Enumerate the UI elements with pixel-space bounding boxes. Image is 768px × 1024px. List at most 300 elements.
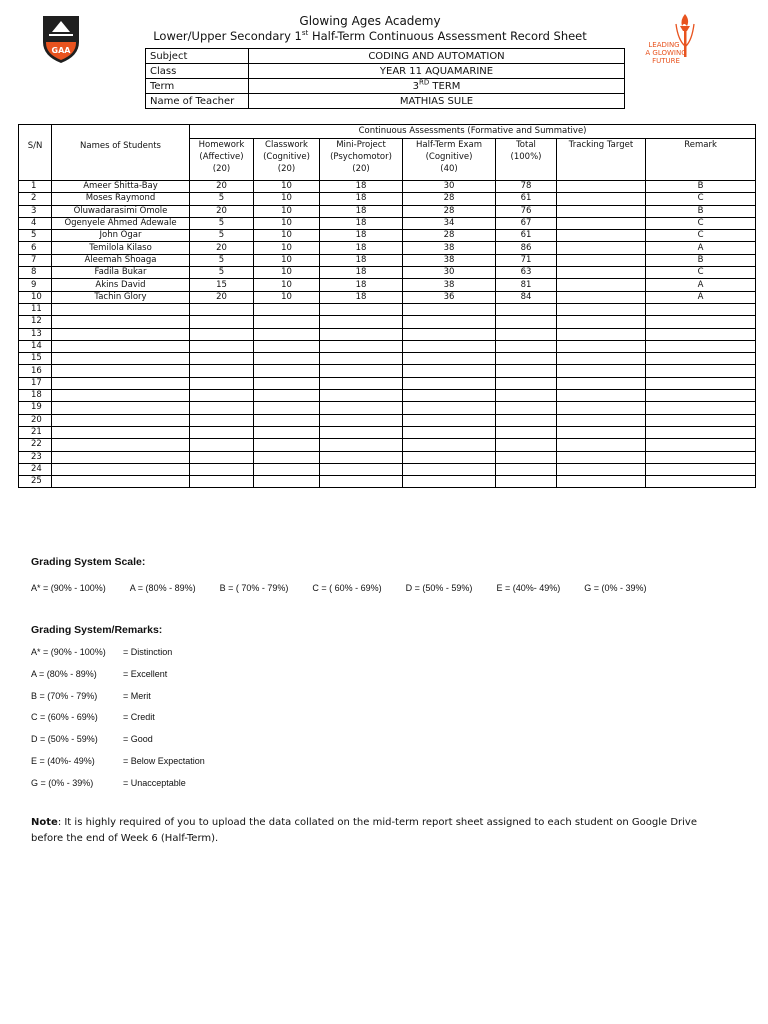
- cell-mp: 18: [320, 267, 403, 279]
- cell-name: Temilola Kilaso: [52, 242, 190, 254]
- cell-exam: [403, 426, 496, 438]
- cell-mp: 18: [320, 205, 403, 217]
- cell-mp: [320, 402, 403, 414]
- term-value: 3RD TERM: [249, 79, 625, 94]
- cell-name: [52, 439, 190, 451]
- cell-mp: [320, 328, 403, 340]
- grading-scale-title: Grading System Scale:: [31, 556, 146, 568]
- cell-cw: [254, 463, 320, 475]
- cell-name: [52, 390, 190, 402]
- table-row: [19, 242, 756, 254]
- cell-remark: [646, 414, 756, 426]
- table-row: [19, 390, 756, 402]
- cell-cw: 10: [254, 279, 320, 291]
- teacher-label: Name of Teacher: [146, 94, 249, 109]
- cell-exam: [403, 377, 496, 389]
- cell-mp: [320, 426, 403, 438]
- subject-label: Subject: [146, 49, 249, 64]
- cell-target: [557, 217, 646, 229]
- cell-mp: [320, 463, 403, 475]
- grade-remark-row: [31, 691, 205, 713]
- cell-sn: 10: [19, 291, 52, 303]
- class-value: YEAR 11 AQUAMARINE: [249, 64, 625, 79]
- cell-sn: 7: [19, 254, 52, 266]
- grade-range: G = (0% - 39%): [31, 777, 94, 788]
- cell-name: [52, 377, 190, 389]
- col-header-line3: (20): [212, 164, 231, 174]
- cell-cw: 10: [254, 205, 320, 217]
- col-header-line1: Tracking Target: [568, 140, 634, 150]
- cell-hw: 20: [190, 242, 254, 254]
- cell-cw: 10: [254, 242, 320, 254]
- grade-meaning: = Credit: [123, 712, 155, 723]
- cell-cw: [254, 328, 320, 340]
- cell-total: [496, 463, 557, 475]
- cell-exam: 34: [403, 217, 496, 229]
- col-header-line2: (Cognitive): [263, 152, 310, 162]
- cell-cw: [254, 426, 320, 438]
- cell-cw: 10: [254, 291, 320, 303]
- cell-mp: 18: [320, 291, 403, 303]
- grade-range: A* = (90% - 100%): [31, 647, 106, 657]
- cell-target: [557, 291, 646, 303]
- cell-exam: [403, 353, 496, 365]
- cell-target: [557, 463, 646, 475]
- cell-name: [52, 402, 190, 414]
- cell-mp: 18: [320, 279, 403, 291]
- col-header-0: [190, 139, 254, 181]
- cell-hw: 20: [190, 291, 254, 303]
- grade-remark-row: [31, 756, 205, 778]
- cell-target: [557, 316, 646, 328]
- table-row: [19, 193, 756, 205]
- cell-exam: [403, 463, 496, 475]
- cell-hw: 5: [190, 193, 254, 205]
- cell-name: [52, 476, 190, 488]
- cell-hw: [190, 439, 254, 451]
- cell-hw: [190, 414, 254, 426]
- cell-mp: 18: [320, 217, 403, 229]
- cell-mp: [320, 476, 403, 488]
- cell-name: [52, 463, 190, 475]
- table-row: [19, 463, 756, 475]
- info-table: [145, 48, 625, 109]
- cell-remark: C: [646, 230, 756, 242]
- cell-remark: B: [646, 205, 756, 217]
- cell-name: Ogenyele Ahmed Adewale: [52, 217, 190, 229]
- cell-target: [557, 451, 646, 463]
- assessment-table: [18, 124, 756, 488]
- cell-sn: 3: [19, 205, 52, 217]
- cell-hw: 5: [190, 217, 254, 229]
- cell-remark: [646, 328, 756, 340]
- cell-target: [557, 193, 646, 205]
- cell-remark: [646, 476, 756, 488]
- table-row: [19, 267, 756, 279]
- cell-sn: 5: [19, 230, 52, 242]
- cell-hw: [190, 426, 254, 438]
- cell-hw: [190, 328, 254, 340]
- cell-remark: [646, 426, 756, 438]
- cell-remark: A: [646, 291, 756, 303]
- cell-cw: [254, 402, 320, 414]
- cell-sn: 12: [19, 316, 52, 328]
- grade-range: D = (50% - 59%): [31, 734, 98, 745]
- cell-sn: 22: [19, 439, 52, 451]
- col-header-line2: (Cognitive): [425, 152, 473, 162]
- cell-hw: [190, 316, 254, 328]
- col-header-4: [496, 139, 557, 181]
- cell-cw: 10: [254, 230, 320, 242]
- col-header-line1: Total: [516, 140, 536, 150]
- cell-total: [496, 426, 557, 438]
- cell-target: [557, 476, 646, 488]
- tagline-line-2: A GLOWING: [645, 49, 687, 57]
- cell-total: 61: [496, 193, 557, 205]
- cell-total: 76: [496, 205, 557, 217]
- cell-exam: 30: [403, 181, 496, 193]
- cell-mp: [320, 340, 403, 352]
- cell-hw: 20: [190, 205, 254, 217]
- cell-sn: 14: [19, 340, 52, 352]
- tagline-logo: [642, 10, 716, 72]
- cell-name: Aleemah Shoaga: [52, 254, 190, 266]
- cell-mp: [320, 451, 403, 463]
- school-name: Glowing Ages Academy: [299, 14, 441, 28]
- grade-scale-item: C = ( 60% - 69%): [312, 583, 382, 593]
- cell-total: [496, 353, 557, 365]
- grade-scale-item: B = ( 70% - 79%): [219, 583, 289, 593]
- table-row: [19, 303, 756, 315]
- cell-target: [557, 414, 646, 426]
- grade-range: E = (40%- 49%): [31, 755, 95, 766]
- cell-target: [557, 303, 646, 315]
- school-logo: [41, 12, 81, 64]
- cell-sn: 20: [19, 414, 52, 426]
- cell-name: [52, 365, 190, 377]
- grade-range: B = (70% - 79%): [31, 690, 98, 701]
- grade-meaning: = Merit: [123, 690, 151, 701]
- cell-cw: [254, 303, 320, 315]
- note-paragraph: [31, 815, 731, 847]
- cell-sn: 2: [19, 193, 52, 205]
- col-header-line1: Homework: [198, 140, 245, 150]
- col-header-5: [557, 139, 646, 181]
- cell-target: [557, 230, 646, 242]
- info-row-term: [146, 79, 625, 94]
- cell-name: Fadila Bukar: [52, 267, 190, 279]
- grade-meaning: = Excellent: [123, 668, 168, 679]
- cell-mp: 18: [320, 242, 403, 254]
- grade-remark-row: [31, 712, 205, 734]
- cell-total: [496, 316, 557, 328]
- table-row: [19, 414, 756, 426]
- cell-name: Ameer Shitta-Bay: [52, 181, 190, 193]
- table-row: [19, 365, 756, 377]
- cell-exam: [403, 316, 496, 328]
- cell-mp: 18: [320, 193, 403, 205]
- cell-cw: [254, 390, 320, 402]
- table-row: [19, 291, 756, 303]
- cell-hw: [190, 476, 254, 488]
- cell-name: John Ogar: [52, 230, 190, 242]
- cell-mp: [320, 439, 403, 451]
- grade-range: A = (80% - 89%): [31, 668, 97, 679]
- cell-sn: 4: [19, 217, 52, 229]
- cell-target: [557, 254, 646, 266]
- grading-scale-section: [31, 556, 751, 593]
- cell-exam: [403, 439, 496, 451]
- cell-mp: [320, 316, 403, 328]
- col-header-line1: Classwork: [265, 140, 308, 150]
- cell-name: [52, 303, 190, 315]
- cell-hw: 5: [190, 230, 254, 242]
- shield-icon: [41, 12, 81, 64]
- cell-sn: 13: [19, 328, 52, 340]
- cell-sn: 11: [19, 303, 52, 315]
- cell-mp: [320, 365, 403, 377]
- cell-hw: [190, 451, 254, 463]
- grade-range: C = (60% - 69%): [31, 712, 98, 723]
- cell-target: [557, 390, 646, 402]
- table-row: [19, 340, 756, 352]
- cell-exam: 38: [403, 279, 496, 291]
- cell-exam: [403, 402, 496, 414]
- table-row: [19, 181, 756, 193]
- grade-meaning: = Distinction: [123, 647, 173, 657]
- cell-total: [496, 414, 557, 426]
- cell-mp: 18: [320, 254, 403, 266]
- sheet-subtitle: Lower/Upper Secondary 1st Half-Term Continuous Assessment Record Sheet: [153, 29, 587, 43]
- cell-total: [496, 451, 557, 463]
- grading-scale-list: [31, 583, 751, 593]
- grade-remark-row: [31, 778, 205, 800]
- col-header-line1: Remark: [684, 140, 717, 150]
- grade-scale-item: E = (40%- 49%): [496, 583, 561, 593]
- subject-value: CODING AND AUTOMATION: [249, 49, 625, 64]
- cell-target: [557, 365, 646, 377]
- cell-total: [496, 439, 557, 451]
- tagline-line-1: LEADING: [648, 41, 680, 49]
- col-header-2: [320, 139, 403, 181]
- cell-sn: 6: [19, 242, 52, 254]
- cell-name: [52, 414, 190, 426]
- grade-scale-item: D = (50% - 59%): [405, 583, 473, 593]
- col-header-line3: (20): [352, 164, 370, 174]
- col-header-names: Names of Students: [52, 125, 190, 181]
- cell-hw: [190, 353, 254, 365]
- grade-scale-item: A* = (90% - 100%): [31, 583, 106, 593]
- cell-remark: C: [646, 193, 756, 205]
- table-row: [19, 439, 756, 451]
- col-header-line3: (40): [440, 164, 458, 174]
- cell-name: [52, 353, 190, 365]
- grading-remarks-list: [31, 647, 205, 800]
- cell-remark: [646, 365, 756, 377]
- cell-cw: [254, 476, 320, 488]
- cell-sn: 17: [19, 377, 52, 389]
- cell-exam: 28: [403, 193, 496, 205]
- cell-remark: A: [646, 279, 756, 291]
- cell-hw: 15: [190, 279, 254, 291]
- logo-text: GAA: [51, 46, 71, 55]
- col-header-sn: S/N: [19, 125, 52, 181]
- cell-target: [557, 242, 646, 254]
- cell-exam: 30: [403, 267, 496, 279]
- cell-target: [557, 439, 646, 451]
- cell-name: [52, 340, 190, 352]
- cell-total: 67: [496, 217, 557, 229]
- cell-total: [496, 303, 557, 315]
- cell-mp: [320, 353, 403, 365]
- cell-cw: 10: [254, 217, 320, 229]
- table-row: [19, 205, 756, 217]
- cell-sn: 15: [19, 353, 52, 365]
- cell-name: [52, 328, 190, 340]
- cell-remark: B: [646, 254, 756, 266]
- document-title: [140, 14, 600, 44]
- table-row: [19, 254, 756, 266]
- cell-exam: [403, 451, 496, 463]
- col-header-line2: (100%): [510, 152, 542, 162]
- cell-total: 63: [496, 267, 557, 279]
- cell-exam: 38: [403, 242, 496, 254]
- cell-sn: 23: [19, 451, 52, 463]
- table-row: [19, 316, 756, 328]
- cell-sn: 18: [19, 390, 52, 402]
- cell-exam: [403, 414, 496, 426]
- cell-remark: B: [646, 181, 756, 193]
- cell-cw: [254, 340, 320, 352]
- teacher-value: MATHIAS SULE: [249, 94, 625, 109]
- cell-sn: 8: [19, 267, 52, 279]
- cell-remark: [646, 451, 756, 463]
- cell-exam: [403, 476, 496, 488]
- cell-hw: [190, 377, 254, 389]
- cell-total: 78: [496, 181, 557, 193]
- cell-total: 71: [496, 254, 557, 266]
- table-row: [19, 217, 756, 229]
- cell-name: Moses Raymond: [52, 193, 190, 205]
- cell-cw: [254, 377, 320, 389]
- cell-exam: 28: [403, 205, 496, 217]
- cell-mp: 18: [320, 181, 403, 193]
- cell-sn: 24: [19, 463, 52, 475]
- cell-hw: 20: [190, 181, 254, 193]
- cell-cw: [254, 316, 320, 328]
- col-header-group: Continuous Assessments (Formative and Summative): [190, 125, 756, 139]
- cell-target: [557, 181, 646, 193]
- cell-total: [496, 377, 557, 389]
- cell-cw: [254, 414, 320, 426]
- cell-exam: 36: [403, 291, 496, 303]
- table-row: [19, 353, 756, 365]
- cell-remark: [646, 439, 756, 451]
- grading-remarks-title: Grading System/Remarks:: [31, 624, 163, 636]
- cell-sn: 21: [19, 426, 52, 438]
- cell-name: Akins David: [52, 279, 190, 291]
- cell-sn: 1: [19, 181, 52, 193]
- grade-remark-row: [31, 734, 205, 756]
- table-row: [19, 328, 756, 340]
- info-row-subject: [146, 49, 625, 64]
- tagline-line-3: FUTURE: [652, 57, 680, 65]
- cell-total: [496, 340, 557, 352]
- cell-name: [52, 316, 190, 328]
- cell-exam: [403, 340, 496, 352]
- cell-cw: [254, 439, 320, 451]
- cell-target: [557, 328, 646, 340]
- cell-remark: [646, 353, 756, 365]
- cell-exam: 38: [403, 254, 496, 266]
- cell-target: [557, 267, 646, 279]
- cell-total: [496, 402, 557, 414]
- info-row-teacher: [146, 94, 625, 109]
- cell-mp: [320, 390, 403, 402]
- cell-hw: 5: [190, 254, 254, 266]
- cell-hw: [190, 390, 254, 402]
- cell-remark: [646, 377, 756, 389]
- cell-mp: 18: [320, 230, 403, 242]
- cell-remark: [646, 463, 756, 475]
- cell-name: [52, 426, 190, 438]
- cell-total: 86: [496, 242, 557, 254]
- cell-mp: [320, 377, 403, 389]
- cell-name: Oluwadarasimi Omole: [52, 205, 190, 217]
- cell-mp: [320, 414, 403, 426]
- cell-total: 84: [496, 291, 557, 303]
- cell-exam: [403, 303, 496, 315]
- cell-remark: [646, 340, 756, 352]
- cell-cw: 10: [254, 193, 320, 205]
- cell-target: [557, 340, 646, 352]
- cell-sn: 9: [19, 279, 52, 291]
- cell-remark: C: [646, 217, 756, 229]
- cell-cw: 10: [254, 267, 320, 279]
- grade-scale-item: G = (0% - 39%): [584, 583, 647, 593]
- cell-hw: [190, 463, 254, 475]
- cell-name: Tachin Glory: [52, 291, 190, 303]
- cell-total: 81: [496, 279, 557, 291]
- grade-meaning: = Below Expectation: [123, 755, 205, 766]
- col-header-line2: (Affective): [199, 152, 244, 162]
- cell-remark: C: [646, 267, 756, 279]
- col-header-3: [403, 139, 496, 181]
- table-row: [19, 230, 756, 242]
- cell-hw: [190, 402, 254, 414]
- grade-remark-row: [31, 647, 205, 669]
- cell-remark: [646, 390, 756, 402]
- cell-remark: [646, 402, 756, 414]
- cell-target: [557, 279, 646, 291]
- cell-sn: 19: [19, 402, 52, 414]
- cell-sn: 16: [19, 365, 52, 377]
- table-row: [19, 426, 756, 438]
- table-row: [19, 377, 756, 389]
- cell-total: [496, 365, 557, 377]
- cell-cw: 10: [254, 181, 320, 193]
- grade-remark-row: [31, 669, 205, 691]
- note-text: : It is highly required of you to upload the data collated on the mid-term report sheet assigned to each student on Google Drive before the end of Week 6 (Half-Term).: [31, 817, 697, 844]
- col-header-6: [646, 139, 756, 181]
- cell-total: 61: [496, 230, 557, 242]
- cell-total: [496, 328, 557, 340]
- cell-cw: 10: [254, 254, 320, 266]
- cell-hw: [190, 340, 254, 352]
- table-row: [19, 279, 756, 291]
- grading-remarks-section: [31, 624, 205, 800]
- grade-scale-item: A = (80% - 89%): [129, 583, 196, 593]
